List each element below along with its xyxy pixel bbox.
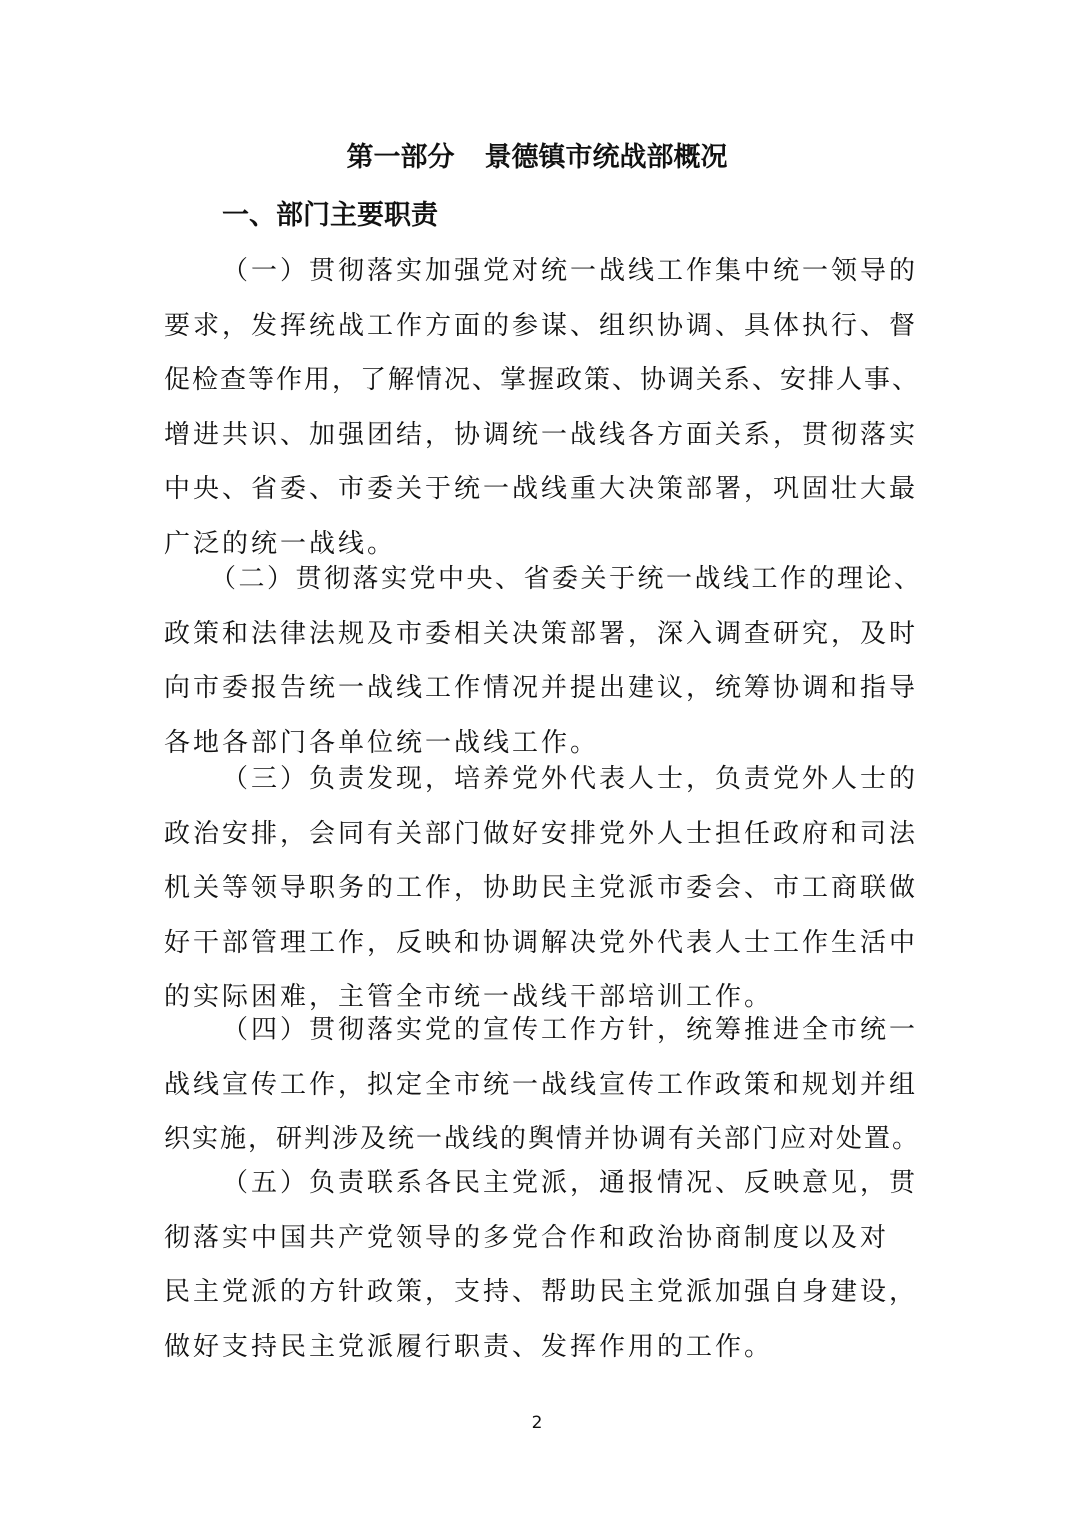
paragraph-line: （一）贯彻落实加强党对统一战线工作集中统一领导的 — [222, 256, 919, 286]
paragraph-line: 机关等领导职务的工作，协助民主党派市委会、市工商联做 — [164, 873, 919, 904]
paragraph-line: 民主党派的方针政策，支持、帮助民主党派加强自身建设， — [164, 1277, 919, 1308]
paragraph-line: 增进共识、加强团结，协调统一战线各方面关系，贯彻落实 — [164, 419, 919, 450]
paragraph-line: 要求，发挥统战工作方面的参谋、组织协调、具体执行、督 — [164, 310, 919, 341]
paragraph-line: 战线宣传工作，拟定全市统一战线宣传工作政策和规划并组 — [164, 1069, 919, 1100]
section-heading: 一、部门主要职责 — [222, 200, 438, 231]
paragraph-line: 广泛的统一战线。 — [164, 528, 397, 559]
paragraph-line: （二）贯彻落实党中央、省委关于统一战线工作的理论、 — [210, 564, 923, 594]
page-number: 2 — [531, 1413, 543, 1433]
paragraph-duty-1 — [164, 244, 924, 572]
paragraph-line: （五）负责联系各民主党派，通报情况、反映意见，贯 — [222, 1168, 919, 1198]
paragraph-line: 做好支持民主党派履行职责、发挥作用的工作。 — [164, 1331, 774, 1362]
paragraph-duty-5 — [164, 1156, 924, 1374]
title-name: 景德镇市统战部概况 — [484, 142, 728, 173]
paragraph-line: 政策和法律法规及市委相关决策部署，深入调查研究，及时 — [164, 618, 919, 649]
paragraph-line: 的实际困难，主管全市统一战线干部培训工作。 — [164, 982, 774, 1013]
paragraph-line: 彻落实中国共产党领导的多党合作和政治协商制度以及对 — [164, 1222, 890, 1253]
paragraph-line: 促检查等作用，了解情况、掌握政策、协调关系、安排人事、 — [164, 365, 921, 396]
paragraph-line: 向市委报告统一战线工作情况并提出建议，统筹协调和指导 — [164, 673, 919, 704]
paragraph-line: （三）负责发现，培养党外代表人士，负责党外人士的 — [222, 764, 919, 794]
paragraph-line: 各地各部门各单位统一战线工作。 — [164, 727, 600, 758]
title-part-label: 第一部分 — [346, 142, 455, 173]
paragraph-line: （四）贯彻落实党的宣传工作方针，统筹推进全市统一 — [222, 1015, 919, 1045]
paragraph-line: 织实施，研判涉及统一战线的舆情并协调有关部门应对处置。 — [164, 1124, 921, 1155]
paragraph-duty-3 — [164, 752, 924, 1025]
paragraph-duty-2 — [164, 552, 924, 770]
paragraph-line: 中央、省委、市委关于统一战线重大决策部署，巩固壮大最 — [164, 474, 919, 505]
paragraph-line: 好干部管理工作，反映和协调解决党外代表人士工作生活中 — [164, 927, 919, 958]
page-title — [0, 138, 1074, 178]
paragraph-duty-4 — [164, 1003, 924, 1167]
paragraph-line: 政治安排，会同有关部门做好安排党外人士担任政府和司法 — [164, 818, 919, 849]
